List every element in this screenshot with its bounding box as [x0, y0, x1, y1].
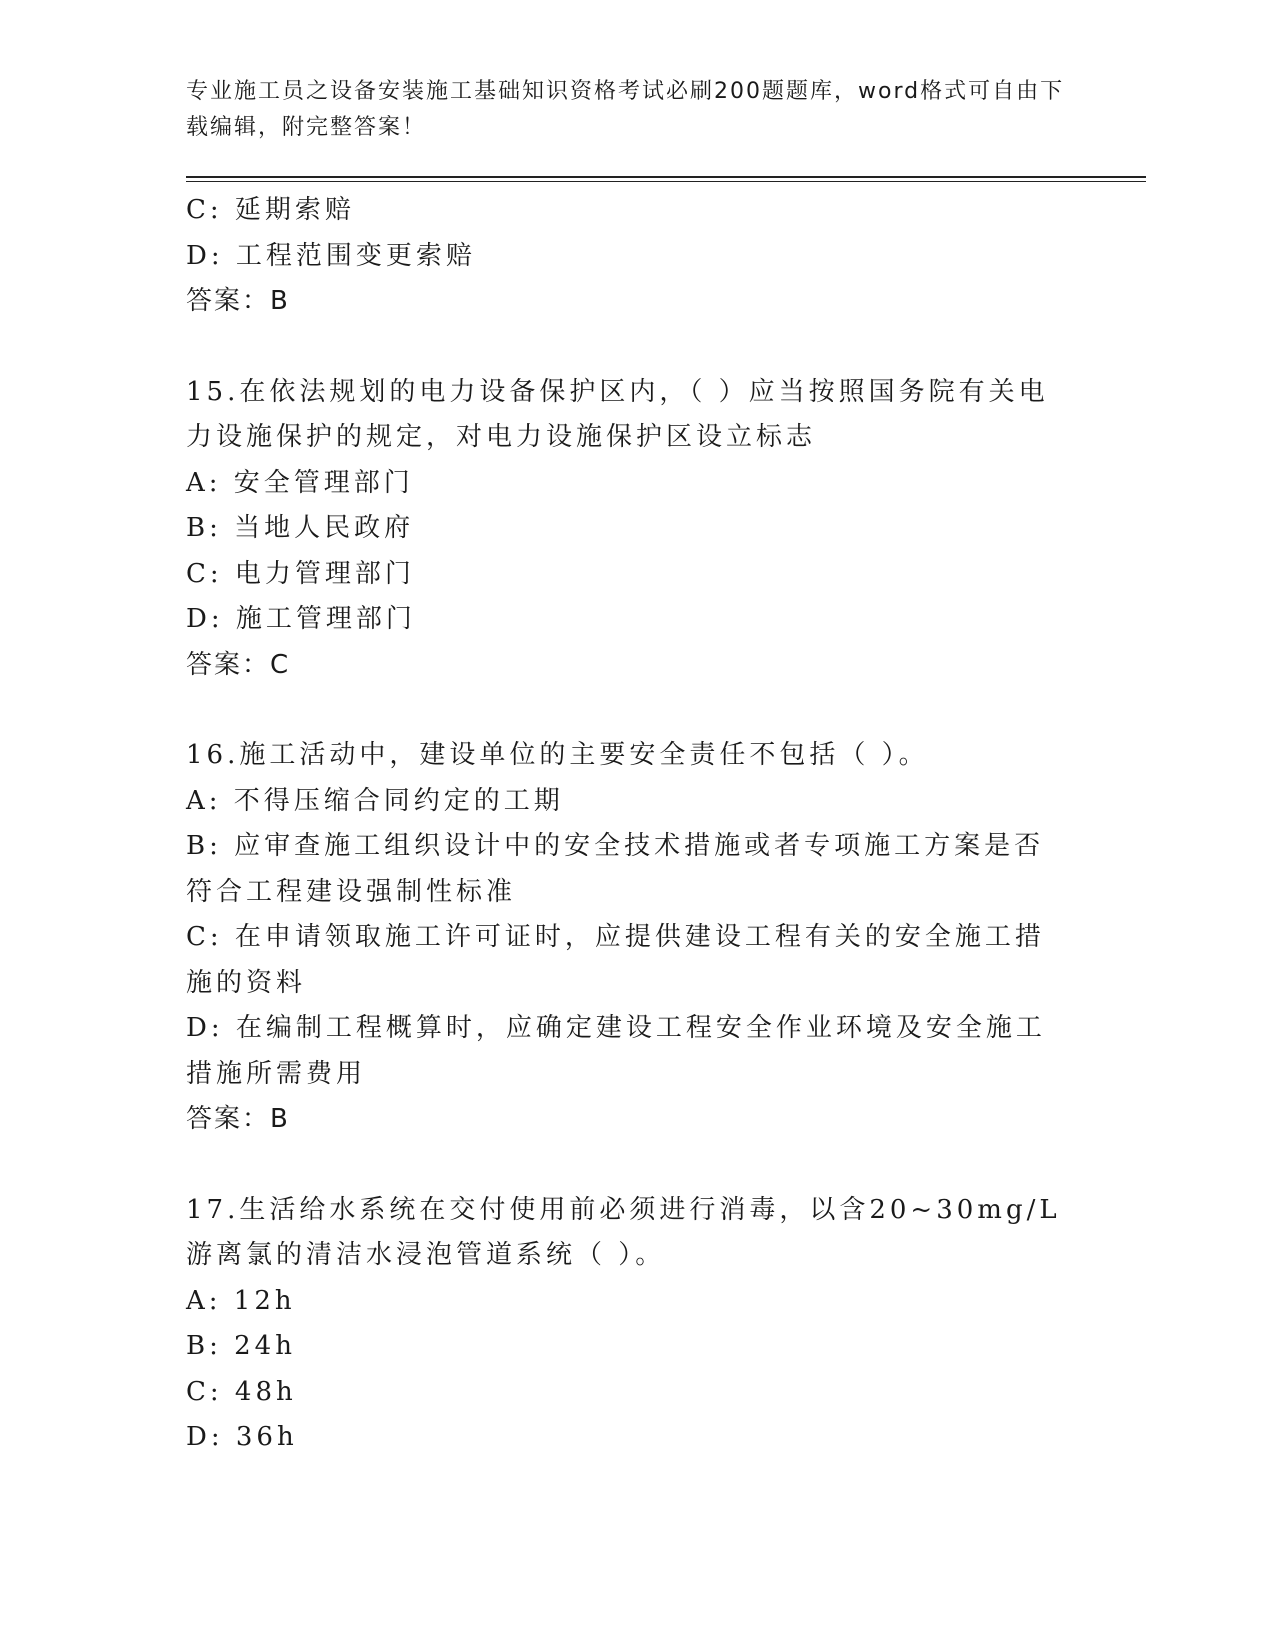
option-b: B: 应审查施工组织设计中的安全技术措施或者专项施工方案是否符合工程建设强制性标准 — [186, 831, 1045, 907]
header-divider — [186, 176, 1146, 178]
option-a: A: 12h — [186, 1285, 296, 1316]
option-c: C: 电力管理部门 — [186, 558, 415, 589]
answer-line: 答案：B — [186, 1104, 290, 1134]
option-d: D: 施工管理部门 — [186, 604, 416, 634]
option-c: C: 48h — [186, 1376, 297, 1407]
option-b: B: 当地人民政府 — [186, 513, 415, 543]
spacer — [186, 688, 1066, 733]
option-d: D: 在编制工程概算时，应确定建设工程安全作业环境及安全施工措施所需费用 — [186, 1013, 1046, 1089]
option-d: D: 36h — [186, 1422, 298, 1452]
answer-line: 答案：C — [186, 649, 291, 680]
spacer — [186, 325, 1066, 370]
document-header: 专业施工员之设备安装施工基础知识资格考试必刷200题题库，word格式可自由下载编辑，附完整答案！ — [186, 79, 1065, 140]
header-divider-thin — [186, 181, 1146, 182]
spacer — [186, 1143, 1066, 1188]
answer-line: 答案：B — [186, 286, 290, 316]
question-text: 17.生活给水系统在交付使用前必须进行消毒，以含20~30mg/L游离氯的清洁水浸泡管道系统（ ）。 — [186, 1194, 1061, 1270]
option-a: A: 安全管理部门 — [186, 467, 414, 498]
question-list — [186, 188, 1066, 1461]
option-c: C: 在申请领取施工许可证时，应提供建设工程有关的安全施工措施的资料 — [186, 922, 1045, 998]
question-text: 16.施工活动中，建设单位的主要安全责任不包括（ ）。 — [186, 740, 929, 770]
option-d: D: 工程范围变更索赔 — [186, 240, 476, 271]
option-b: B: 24h — [186, 1331, 296, 1361]
question-text: 15.在依法规划的电力设备保护区内，（ ）应当按照国务院有关电力设施保护的规定，对电力设施保护区设立标志 — [186, 376, 1049, 452]
option-c: C: 延期索赔 — [186, 195, 355, 225]
option-a: A: 不得压缩合同约定的工期 — [186, 785, 564, 816]
